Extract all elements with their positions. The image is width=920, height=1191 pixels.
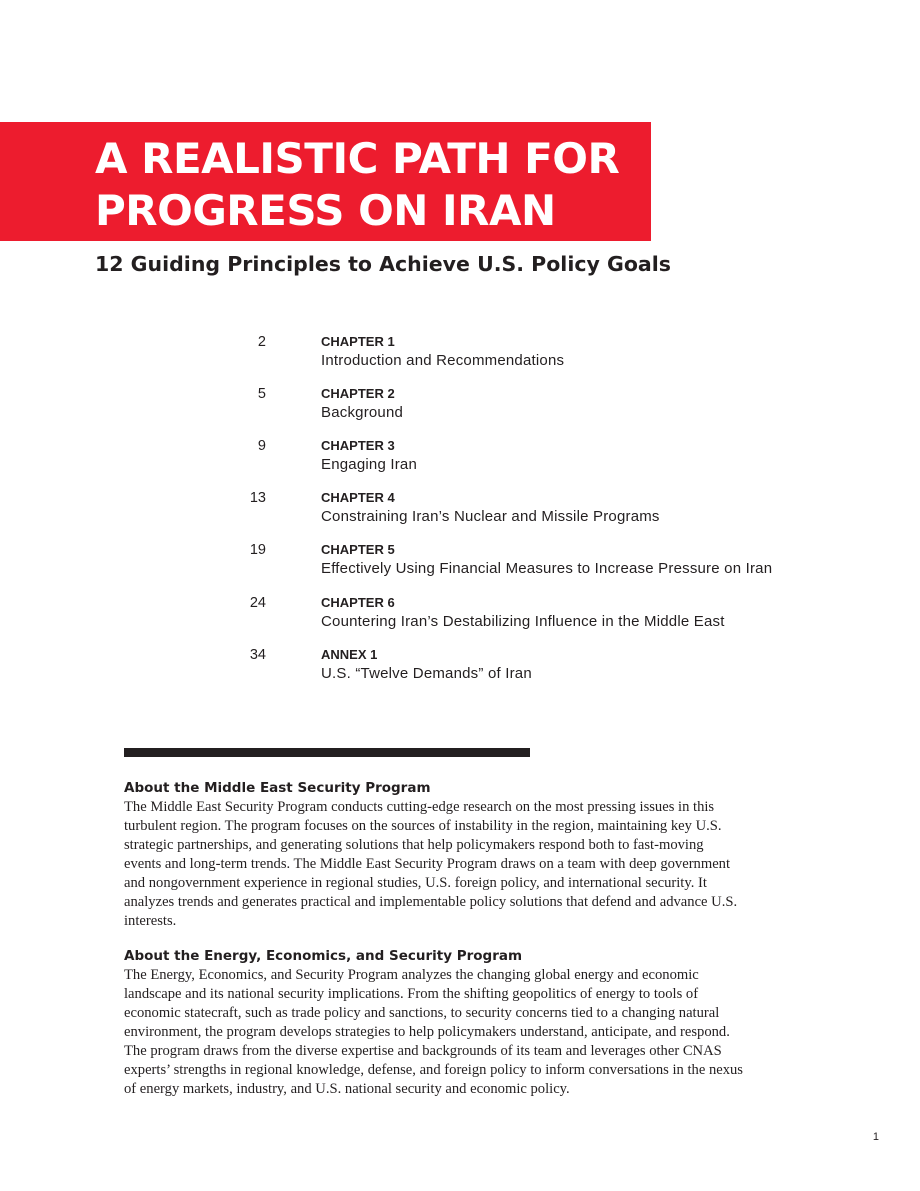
toc-chapter-label: CHAPTER 1 <box>321 334 395 349</box>
toc-page-number: 5 <box>257 386 266 402</box>
toc-entry[interactable] <box>0 333 920 377</box>
toc-chapter-title[interactable]: Background <box>321 404 404 421</box>
body-line: environment, the program develops strategies to help policymakers understand, anticipate, and respond. <box>124 1024 730 1040</box>
toc-chapter-label: CHAPTER 2 <box>321 386 395 401</box>
report-subtitle: 12 Guiding Principles to Achieve U.S. Policy Goals <box>95 252 671 276</box>
toc-entry[interactable] <box>0 437 920 481</box>
body-line: landscape and its national security implications. From the shifting geopolitics of energy to tools of <box>124 986 699 1002</box>
body-line: economic statecraft, such as trade policy and sanctions, to security concerns tied to a changing natural <box>124 1005 720 1021</box>
report-title-line-2: PROGRESS ON IRAN <box>95 186 556 235</box>
toc-chapter-title[interactable]: Effectively Using Financial Measures to Increase Pressure on Iran <box>321 560 773 577</box>
body-line: The Energy, Economics, and Security Program analyzes the changing global energy and economic <box>124 967 699 983</box>
body-line: The Middle East Security Program conducts cutting-edge research on the most pressing issues in this <box>124 799 715 815</box>
about-energy-economics-security-program <box>124 947 814 1099</box>
page-number: 1 <box>872 1131 879 1143</box>
body-line: of energy markets, industry, and U.S. national security and economic policy. <box>124 1081 570 1097</box>
body-line: turbulent region. The program focuses on the sources of instability in the region, maintaining key U.S. <box>124 818 722 834</box>
section-heading: About the Middle East Security Program <box>124 780 431 796</box>
body-line: The program draws from the diverse expertise and backgrounds of its team and leverages other CNAS <box>124 1043 722 1059</box>
report-title-line-1: A REALISTIC PATH FOR <box>95 134 620 183</box>
toc-entry[interactable] <box>0 489 920 533</box>
toc-entry[interactable] <box>0 541 920 585</box>
toc-chapter-label: CHAPTER 5 <box>321 542 395 557</box>
toc-entry[interactable] <box>0 385 920 429</box>
body-line: analyzes trends and generates practical and implementable policy solutions that defend and advance U.S. <box>124 894 738 910</box>
toc-chapter-label: CHAPTER 3 <box>321 438 395 453</box>
section-divider <box>124 748 530 757</box>
body-line: and nongovernment experience in regional studies, U.S. foreign policy, and international security. It <box>124 875 707 891</box>
toc-entry[interactable] <box>0 646 920 690</box>
toc-chapter-title[interactable]: Constraining Iran’s Nuclear and Missile Programs <box>321 508 660 525</box>
section-body <box>124 966 814 1099</box>
toc-chapter-title[interactable]: Countering Iran’s Destabilizing Influence in the Middle East <box>321 613 725 630</box>
toc-entry[interactable] <box>0 594 920 638</box>
body-line: events and long-term trends. The Middle East Security Program draws on a team with deep government <box>124 856 731 872</box>
toc-page-number: 13 <box>249 490 266 506</box>
body-line: experts’ strengths in regional knowledge, defense, and foreign policy to inform conversations in the nexus <box>124 1062 743 1078</box>
toc-page-number: 34 <box>249 647 266 663</box>
toc-chapter-label: CHAPTER 6 <box>321 595 395 610</box>
toc-chapter-label: ANNEX 1 <box>321 647 378 662</box>
toc-chapter-label: CHAPTER 4 <box>321 490 395 505</box>
toc-page-number: 24 <box>249 595 266 611</box>
section-body <box>124 798 814 931</box>
body-line: strategic partnerships, and generating solutions that help policymakers respond both to fast-moving <box>124 837 704 853</box>
toc-page-number: 2 <box>257 334 266 350</box>
about-middle-east-security-program <box>124 779 814 931</box>
toc-page-number: 19 <box>249 542 266 558</box>
toc-page-number: 9 <box>257 438 266 454</box>
toc-chapter-title[interactable]: Introduction and Recommendations <box>321 352 565 369</box>
body-line: interests. <box>124 913 177 929</box>
toc-chapter-title[interactable]: U.S. “Twelve Demands” of Iran <box>321 665 532 682</box>
toc-chapter-title[interactable]: Engaging Iran <box>321 456 418 473</box>
section-heading: About the Energy, Economics, and Security Program <box>124 948 523 964</box>
